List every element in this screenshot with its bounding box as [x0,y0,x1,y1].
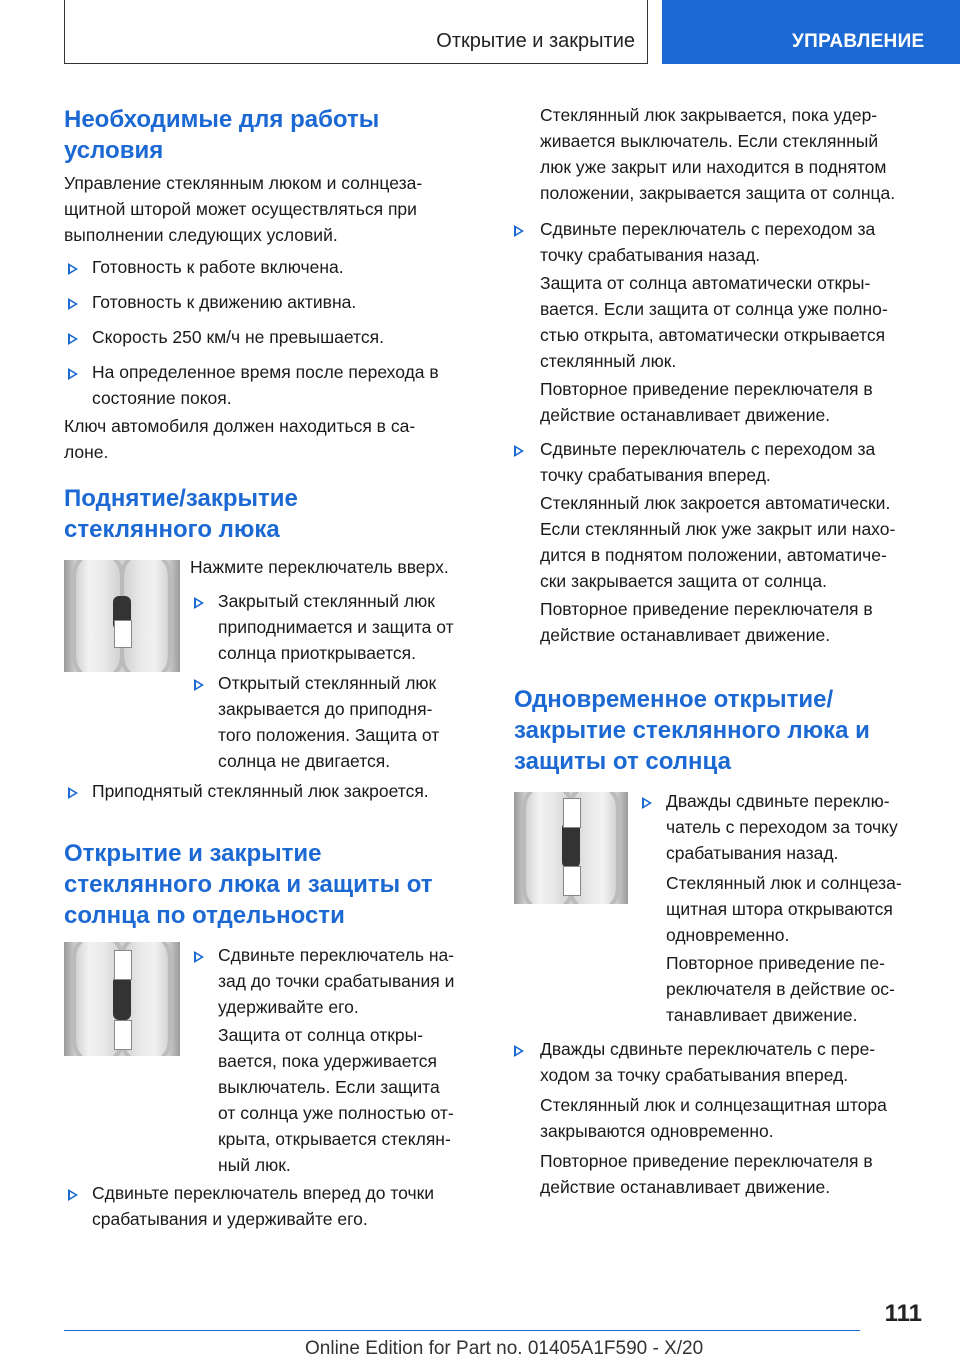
list-item: Приподнятый стеклянный люк закроется. [92,781,429,801]
list-item: Закрытый стеклянный люк приподнимается и защита от солнца приоткрывается. [218,591,454,663]
header-section-title: Открытие и закрытие [436,30,635,52]
bullet-triangle-icon [68,787,78,799]
note: Стеклянный люк закроется автоматически. Если стеклянный люк уже закрыт или нахо- дится в поднятом положении, автоматиче- ски закрывается защита от солнца. [540,493,896,591]
bullet-triangle-icon [68,368,78,380]
continued-text: Стеклянный люк закрывается, пока удер- живается выключатель. Если стеклянный люк уже закрыт или находится в поднятом положении, закрывается защита от солнца. [540,105,896,203]
switch-simultaneous-image [514,792,628,904]
list-item: Готовность к движению активна. [92,292,357,312]
note: Стеклянный люк и солнцеза- щитная штора открываются одновременно. [666,873,902,945]
note: Повторное приведение переключателя в действие останавливает движение. [540,379,873,425]
list-item: Открытый стеклянный люк закрывается до приподня- того положения. Защита от солнца не двигается. [218,673,440,771]
note: Защита от солнца автоматически откры- вается. Если защита от солнца уже полно- стью открыта, автоматически открывается стеклянный люк. [540,273,888,371]
list-item: Сдвиньте переключатель с переходом за точку срабатывания вперед. [540,439,876,485]
bullet-triangle-icon [194,597,204,609]
list-item: Готовность к работе включена. [92,257,344,277]
list-item: Скорость 250 км/ч не превышается. [92,327,384,347]
note: Стеклянный люк и солнцезащитная штора закрываются одновременно. [540,1095,887,1141]
footer-edition: Online Edition for Part no. 01405A1F590 - X/20 [305,1338,704,1359]
bullet-triangle-icon [68,1189,78,1201]
bullet-triangle-icon [514,1045,524,1057]
bullet-triangle-icon [68,298,78,310]
list-item: На определенное время после перехода в состояние покоя. [92,362,439,408]
heading-simultaneous: Одновременное открытие/ закрытие стеклянного люка и защиты от солнца [514,686,870,775]
bullet-triangle-icon [194,951,204,963]
header-section-box [64,0,648,64]
bullet-triangle-icon [68,333,78,345]
list-item: Дважды сдвиньте переклю- чатель с переходом за точку срабатывания назад. [666,791,898,863]
list-item: Сдвиньте переключатель с переходом за точку срабатывания назад. [540,219,876,265]
note: Повторное приведение переключателя в действие останавливает движение. [540,1151,873,1197]
switch-up-image [64,560,180,672]
heading-raise-close: Поднятие/закрытие стеклянного люка [64,485,298,543]
bullet-triangle-icon [514,445,524,457]
page-number: 111 [884,1300,922,1327]
bullet-triangle-icon [194,679,204,691]
separate-note: Защита от солнца откры- вается, пока удерживается выключатель. Если защита от солнца уже полностью от- крыта, открывается стеклян- ный люк. [218,1025,454,1175]
heading-requirements: Необходимые для работы условия [64,106,380,164]
note: Повторное приведение переключателя в действие останавливает движение. [540,599,873,645]
switch-separate-image [64,942,180,1056]
requirements-intro: Управление стеклянным люком и солнцеза- щитной шторой может осуществляться при выполнении следующих условий. [64,173,423,245]
heading-separate: Открытие и закрытие стеклянного люка и защиты от солнца по отдельности [64,840,433,929]
header-chapter-title: УПРАВЛЕНИЕ [792,31,925,52]
footer-divider [64,1330,860,1331]
list-item: Сдвиньте переключатель вперед до точки срабатывания и удерживайте его. [92,1183,435,1229]
header-chapter-tab [662,0,960,64]
bullet-triangle-icon [68,263,78,275]
note: Повторное приведение пе- реключателя в действие ос- танавливает движение. [666,953,895,1025]
bullet-triangle-icon [642,797,652,809]
key-note: Ключ автомобиля должен находиться в са- лоне. [64,416,416,462]
list-item: Сдвиньте переключатель на- зад до точки срабатывания и удерживайте его. [218,945,455,1017]
bullet-triangle-icon [514,225,524,237]
list-item: Дважды сдвиньте переключатель с пере- ходом за точку срабатывания вперед. [540,1039,876,1085]
raise-intro: Нажмите переключатель вверх. [190,557,449,577]
